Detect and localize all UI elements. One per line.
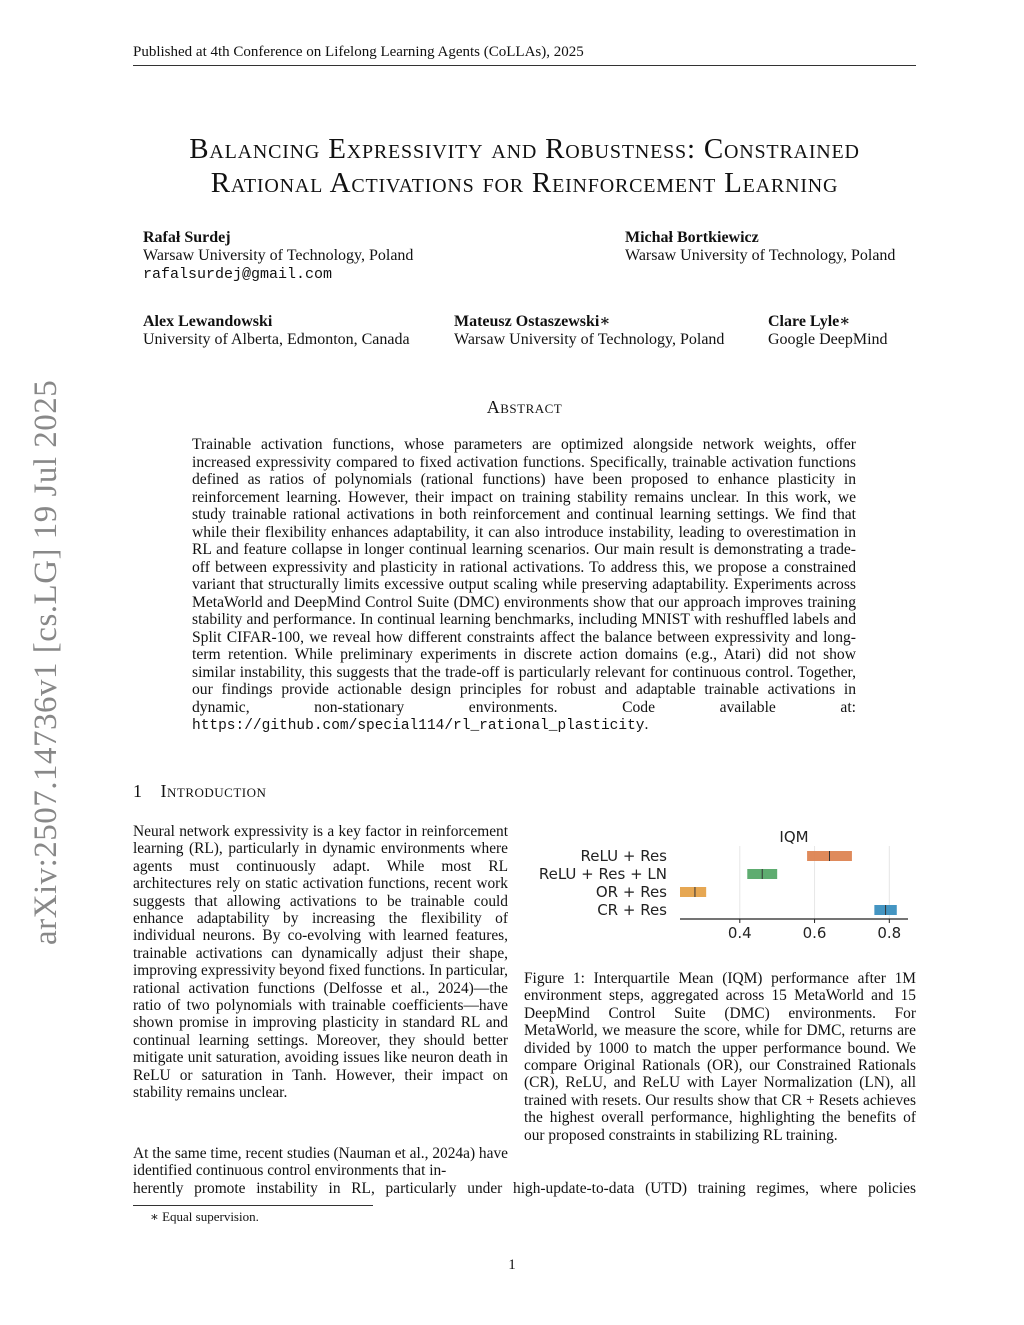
interval-bars xyxy=(680,851,897,915)
figure-1-chart xyxy=(520,822,920,947)
author-name: Michał Bortkiewicz xyxy=(625,229,759,246)
abstract-text: Trainable activation functions, whose parameters are optimized alongside network weights, offer increased expressivity compared to fixed activation functions. Specifically, trainable activation functions defined as ratios of polynomials (rational functions) have been proposed to enhance plasticity in reinforcement learning. However, their impact on training stability remains unclear. In this work, we study trainable rational activations in both reinforcement and continual learning settings. We find that while their flexibility enhances adaptability, it can also introduce instability, leading to overestimation in RL and feature collapse in longer continual learning scenarios. Our main result is demonstrating a trade-off between expressivity and plasticity in rational activations. To address this, we propose a constrained variant that structurally limits excessive output scaling while preserving adaptability. Experiments across MetaWorld and DeepMind Control Suite (DMC) environments show that our approach improves training stability and performance. In continual learning benchmarks, including MNIST with reshuffled labels and Split CIFAR-100, we reveal how different constraints affect the balance between expressivity and long-term retention. While preliminary experiments in discrete action domains (e.g., Atari) did not show similar instability, this suggests that the trade-off is particularly relevant for continuous control. Together, our findings provide actionable design principles for robust and adaptable trainable activations in dynamic, non-stationary environments. Code available at: xyxy=(192,436,856,716)
header-rule xyxy=(133,65,916,66)
footnote-rule xyxy=(133,1205,373,1206)
figure-1-caption: Figure 1: Interquartile Mean (IQM) performance after 1M environment steps, aggregated across 15 MetaWorld and 15 DeepMind Control Suite (DMC) environments. For MetaWorld, we measure the score, while for DMC, returns are divided by 1000 to match the upper performance bound. We compare Original Rationals (OR), our Constrained Rationals (CR), ReLU, and ReLU with Layer Normalization (LN), all trained with resets. Our results show that CR + Resets achieves the highest overall performance, highlighting the benefits of our proposed constraints in stabilizing RL training. xyxy=(524,970,916,1144)
code-url[interactable]: https://github.com/special114/rl_rational_plasticity xyxy=(192,718,645,734)
author-affiliation: Google DeepMind xyxy=(768,331,888,348)
x-tick-labels xyxy=(728,919,901,942)
paper-title-line-1: Balancing Expressivity and Robustness: Constrained xyxy=(189,133,860,165)
author-block-4 xyxy=(454,313,724,349)
interval-bar xyxy=(680,887,706,897)
intro-paragraph-1: Neural network expressivity is a key factor in reinforcement learning (RL), particularly in dynamic environments where agents must continuously adapt. While most RL architectures rely on static activation functions, recent work suggests that allowing activations to be trainable could enhance adaptability by increasing the flexibility of individual neurons. By co-evolving with learned features, trainable activations can dynamically adjust their shape, improving expressivity beyond fixed functions. In particular, rational activation functions (Delfosse et al., 2024)—the ratio of two polynomials with trainable coefficients—have shown promise in improving plasticity in standard RL and continual learning settings. Moreover, they should better mitigate unit saturation, avoiding issues like neuron death in ReLU or saturation in Tanh. However, their impact on stability remains unclear. xyxy=(133,823,508,1102)
author-block-5 xyxy=(768,313,888,349)
author-affiliation: Warsaw University of Technology, Poland xyxy=(454,331,725,348)
running-header: Published at 4th Conference on Lifelong Learning Agents (CoLLAs), 2025 xyxy=(133,44,584,60)
chart-title: IQM xyxy=(779,828,809,846)
author-name: Rafał Surdej xyxy=(143,229,231,246)
category-label: CR + Res xyxy=(597,901,667,919)
section-number: 1 xyxy=(133,781,143,801)
paper-title-line-2: Rational Activations for Reinforcement Learning xyxy=(210,167,839,199)
x-tick-label: 0.4 xyxy=(727,924,752,942)
category-label: ReLU + Res xyxy=(580,847,667,865)
section-heading-introduction xyxy=(133,781,266,802)
abstract-end: . xyxy=(644,716,649,733)
category-label: OR + Res xyxy=(595,883,667,901)
author-name: Alex Lewandowski xyxy=(143,313,273,330)
abstract-heading: Abstract xyxy=(486,397,563,417)
category-label: ReLU + Res + LN xyxy=(538,865,667,883)
category-labels xyxy=(539,847,667,919)
author-affiliation: Warsaw University of Technology, Poland xyxy=(625,247,896,264)
footnote: ∗ Equal supervision. xyxy=(150,1209,259,1224)
author-affiliation: University of Alberta, Edmonton, Canada xyxy=(143,331,410,348)
intro-paragraph-2-continued: herently promote instability in RL, particularly under high-update-to-data (UTD) training regimes, where policies xyxy=(133,1180,916,1197)
x-tick-label: 0.8 xyxy=(877,924,902,942)
author-name: Clare Lyle∗ xyxy=(768,313,851,330)
x-tick-label: 0.6 xyxy=(802,924,827,942)
author-email: rafalsurdej@gmail.com xyxy=(143,266,333,283)
abstract-body xyxy=(192,436,856,736)
author-affiliation: Warsaw University of Technology, Poland xyxy=(143,247,414,264)
arxiv-stamp xyxy=(14,375,74,945)
author-block-3 xyxy=(143,313,410,349)
author-block-2 xyxy=(625,229,895,265)
section-title: Introduction xyxy=(160,781,267,801)
arxiv-id: arXiv:2507.14736v1 [cs.LG] 19 Jul 2025 xyxy=(28,379,64,945)
author-name: Mateusz Ostaszewski∗ xyxy=(454,313,611,330)
author-block-1 xyxy=(143,229,413,284)
page-number: 1 xyxy=(508,1257,516,1273)
intro-paragraph-2: At the same time, recent studies (Nauman et al., 2024a) have identified continuous control environments that in- xyxy=(133,1145,508,1180)
